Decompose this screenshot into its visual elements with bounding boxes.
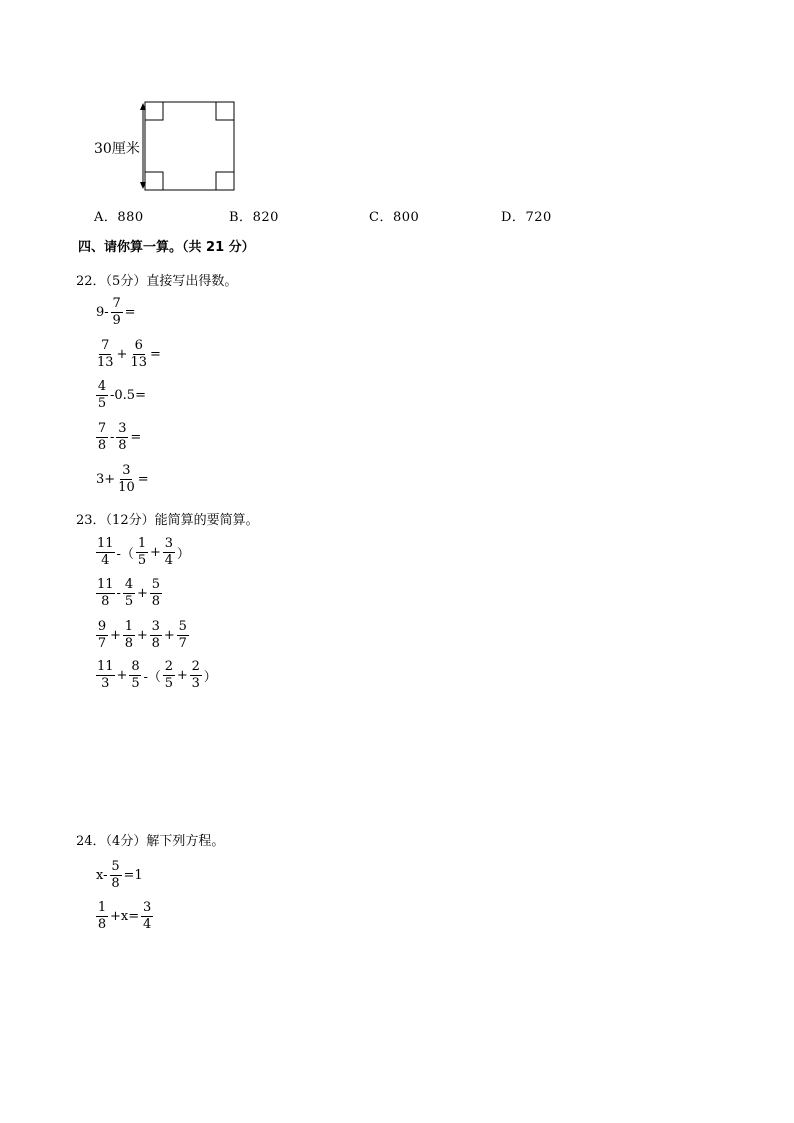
expression-text: +	[110, 628, 121, 643]
expression-text: 9-	[96, 305, 109, 320]
section-title: 四、请你算一算。（共 21 分）	[78, 240, 255, 255]
expression-text: +	[136, 586, 148, 601]
fraction	[96, 619, 108, 652]
fraction	[96, 659, 115, 692]
denominator: 8	[97, 917, 107, 932]
q23-expression-3	[95, 619, 190, 652]
denominator: 8	[124, 636, 134, 651]
fraction	[96, 421, 108, 454]
numerator: 4	[97, 379, 107, 394]
numerator: 2	[164, 659, 173, 674]
q22-expression-2	[95, 338, 162, 371]
fraction	[129, 338, 148, 371]
denominator: 4	[164, 553, 173, 568]
denominator: 5	[164, 676, 173, 691]
dimension-label: 30厘米	[94, 141, 140, 157]
fraction	[141, 900, 153, 933]
choice-c: C．800	[369, 210, 420, 225]
denominator: 5	[124, 594, 134, 609]
expression-text: -（	[143, 670, 161, 685]
question-23-heading: 23．（12分）能简算的要简算。	[76, 513, 259, 528]
expression-text: +	[163, 628, 175, 643]
fraction	[110, 859, 122, 892]
q22-expression-5	[95, 463, 150, 496]
numerator: 5	[151, 577, 160, 592]
expression-text: =1	[123, 868, 143, 883]
denominator: 8	[97, 438, 107, 453]
q23-expression-4	[95, 659, 218, 692]
fraction	[123, 577, 135, 610]
numerator: 3	[142, 900, 152, 915]
denominator: 5	[137, 553, 147, 568]
choice-a: A．880	[94, 210, 144, 225]
denominator: 4	[142, 917, 152, 932]
fraction	[116, 421, 128, 454]
expression-text: +	[116, 668, 128, 683]
q22-expression-3	[95, 379, 147, 412]
denominator: 13	[97, 355, 114, 370]
expression-text: +x=	[110, 909, 140, 924]
expression-text: x-	[96, 868, 108, 883]
expression-text: +	[176, 668, 188, 683]
fraction	[123, 619, 135, 652]
fraction	[96, 900, 108, 933]
denominator: 3	[101, 676, 110, 691]
denominator: 8	[151, 594, 160, 609]
denominator: 7	[97, 636, 107, 651]
denominator: 8	[101, 594, 110, 609]
q22-expression-1	[95, 296, 137, 329]
fraction	[96, 338, 115, 371]
denominator: 5	[97, 396, 107, 411]
fraction	[129, 659, 141, 692]
numerator: 4	[124, 577, 134, 592]
expression-text: +	[116, 347, 128, 362]
question-24-heading: 24．（4分）解下列方程。	[76, 834, 225, 849]
denominator: 13	[130, 355, 147, 370]
square-diagram	[90, 98, 240, 194]
numerator: 9	[97, 619, 107, 634]
numerator: 5	[178, 619, 187, 634]
numerator: 5	[111, 859, 120, 874]
expression-text: -（	[116, 547, 134, 562]
numerator: 6	[134, 338, 143, 353]
expression-text: +	[136, 628, 148, 643]
expression-text: ）	[176, 547, 190, 562]
q24-expression-2	[95, 900, 154, 933]
q22-expression-4	[95, 421, 142, 454]
numerator: 8	[131, 659, 140, 674]
numerator: 11	[97, 659, 114, 674]
expression-text: 3+	[96, 472, 116, 487]
numerator: 11	[97, 536, 114, 551]
square-figure	[90, 98, 240, 194]
fraction	[177, 619, 189, 652]
expression-text: =	[150, 347, 161, 362]
numerator: 1	[137, 536, 147, 551]
numerator: 7	[97, 421, 107, 436]
denominator: 8	[118, 438, 127, 453]
expression-text: =	[130, 430, 142, 445]
expression-text: -0.5=	[110, 388, 146, 403]
expression-text: -	[110, 430, 115, 445]
fraction	[96, 536, 115, 569]
numerator: 1	[97, 900, 107, 915]
expression-text: =	[137, 472, 149, 487]
fraction	[111, 296, 123, 329]
denominator: 3	[191, 676, 200, 691]
numerator: 7	[112, 296, 121, 311]
numerator: 7	[101, 338, 110, 353]
denominator: 9	[112, 313, 121, 328]
expression-text: -	[116, 586, 121, 601]
numerator: 3	[122, 463, 131, 478]
denominator: 4	[101, 553, 110, 568]
denominator: 10	[118, 480, 135, 495]
expression-text: +	[149, 545, 161, 560]
fraction	[96, 577, 115, 610]
fraction	[163, 536, 175, 569]
numerator: 3	[151, 619, 160, 634]
numerator: 3	[164, 536, 173, 551]
question-22-heading: 22．（5分）直接写出得数。	[76, 274, 238, 289]
q23-expression-1	[95, 536, 191, 569]
denominator: 5	[131, 676, 140, 691]
denominator: 8	[151, 636, 160, 651]
numerator: 3	[118, 421, 127, 436]
fraction	[136, 536, 148, 569]
expression-text: =	[124, 305, 136, 320]
expression-text: ）	[203, 670, 217, 685]
fraction	[117, 463, 136, 496]
fraction	[163, 659, 175, 692]
fraction	[190, 659, 202, 692]
numerator: 11	[97, 577, 114, 592]
fraction	[150, 619, 162, 652]
q23-expression-2	[95, 577, 163, 610]
numerator: 2	[191, 659, 200, 674]
q24-expression-1	[95, 859, 144, 892]
choice-d: D．720	[501, 210, 552, 225]
denominator: 7	[178, 636, 187, 651]
numerator: 1	[124, 619, 134, 634]
choice-b: B．820	[229, 210, 279, 225]
fraction	[150, 577, 162, 610]
fraction	[96, 379, 108, 412]
denominator: 8	[111, 876, 120, 891]
